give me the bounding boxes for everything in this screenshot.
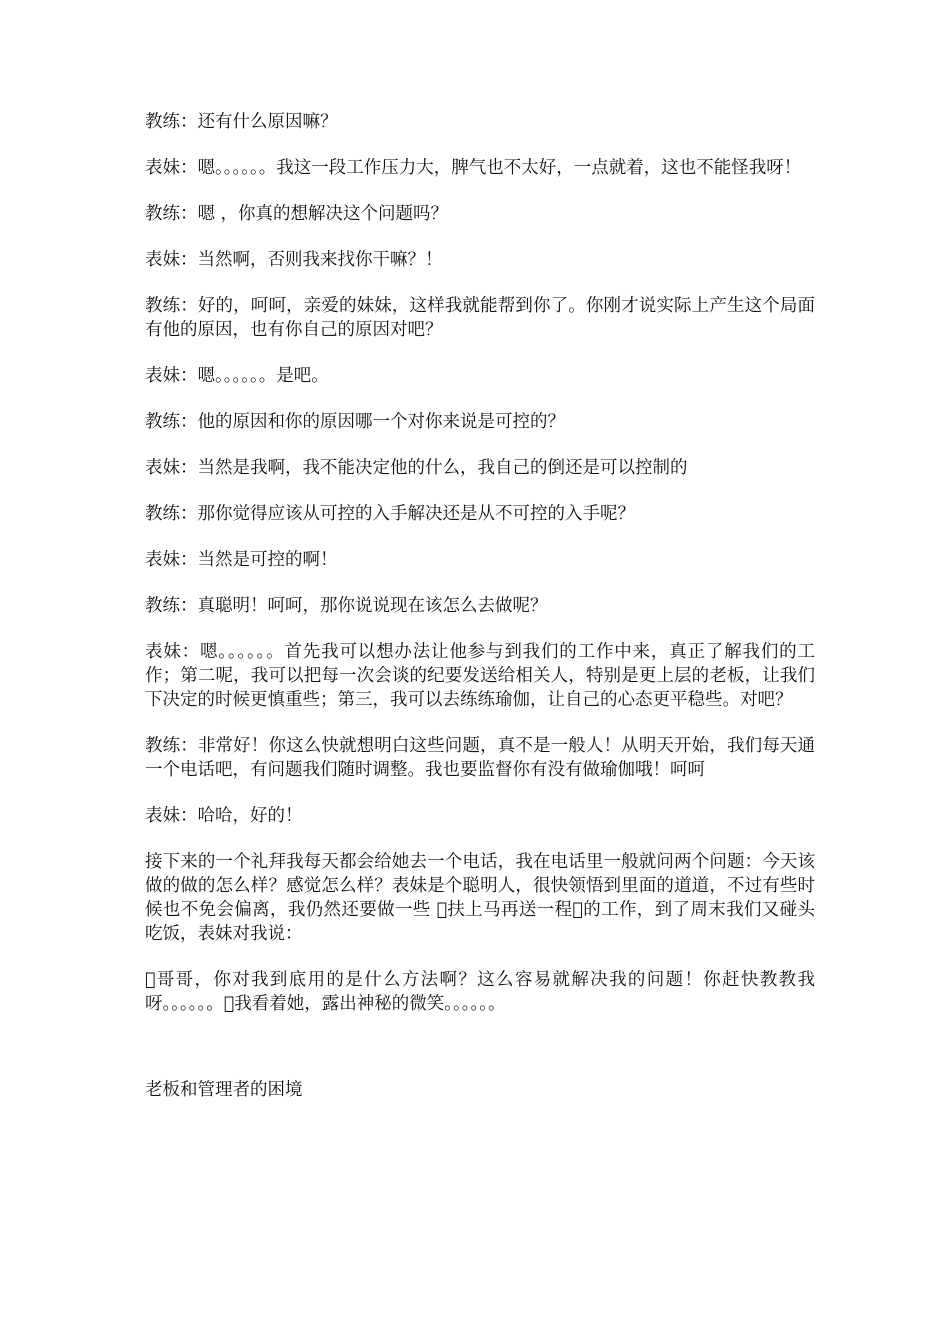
paragraph: 教练：那你觉得应该从可控的入手解决还是从不可控的入手呢？ [145, 504, 635, 524]
paragraph: 表妹：嗯。。。。。。我这一段工作压力大，脾气也不太好，一点就着，这也不能怪我呀！ [145, 158, 802, 178]
document-page [145, 110, 815, 1102]
paragraph: 接下来的一个礼拜我每天都会给她去一个电话，我在电话里一般就问两个问题：今天该做的做的怎么样？感觉怎么样？表妹是个聪明人，很快领悟到里面的道道，不过有些时候也不免会偏离，我仍然还要做一些  扶上马再送一程 的工作，到了周末我们又碰头吃饭，表妹对我说： [145, 852, 815, 944]
paragraph:  哥哥，你对我到底用的是什么方法啊？这么容易就解决我的问题！你赶快教教我呀。。。。。。 我看着她，露出神秘的微笑。。。。。。 [145, 970, 815, 1014]
paragraph: 教练：嗯 ，你真的想解决这个问题吗？ [145, 204, 449, 224]
paragraph: 表妹：当然是我啊，我不能决定他的什么，我自己的倒还是可以控制的 [145, 458, 688, 478]
paragraph: 教练：好的，呵呵，亲爱的妹妹，这样我就能帮到你了。你刚才说实际上产生这个局面有他的原因，也有你自己的原因对吧？ [145, 296, 815, 340]
paragraph: 表妹：当然啊，否则我来找你干嘛？！ [145, 250, 443, 270]
paragraph: 表妹：嗯。。。。。。是吧。 [145, 366, 329, 386]
paragraph: 教练：他的原因和你的原因哪一个对你来说是可控的？ [145, 412, 565, 432]
paragraph: 表妹：哈哈，好的！ [145, 806, 303, 826]
section-heading: 老板和管理者的困境 [145, 1080, 303, 1100]
paragraph: 表妹：嗯。。。。。。首先我可以想办法让他参与到我们的工作中来，真正了解我们的工作；第二呢，我可以把每一次会谈的纪要发送给相关人，特别是更上层的老板，让我们下决定的时候更慎重些；第三，我可以去练练瑜伽，让自己的心态更平稳些。对吧？ [145, 642, 815, 710]
paragraph: 表妹：当然是可控的啊！ [145, 550, 338, 570]
paragraph: 教练：真聪明！呵呵，那你说说现在该怎么去做呢？ [145, 596, 548, 616]
paragraph: 教练：非常好！你这么快就想明白这些问题，真不是一般人！从明天开始，我们每天通一个电话吧，有问题我们随时调整。我也要监督你有没有做瑜伽哦！呵呵 [145, 736, 815, 780]
paragraph: 教练：还有什么原因嘛？ [145, 112, 338, 132]
